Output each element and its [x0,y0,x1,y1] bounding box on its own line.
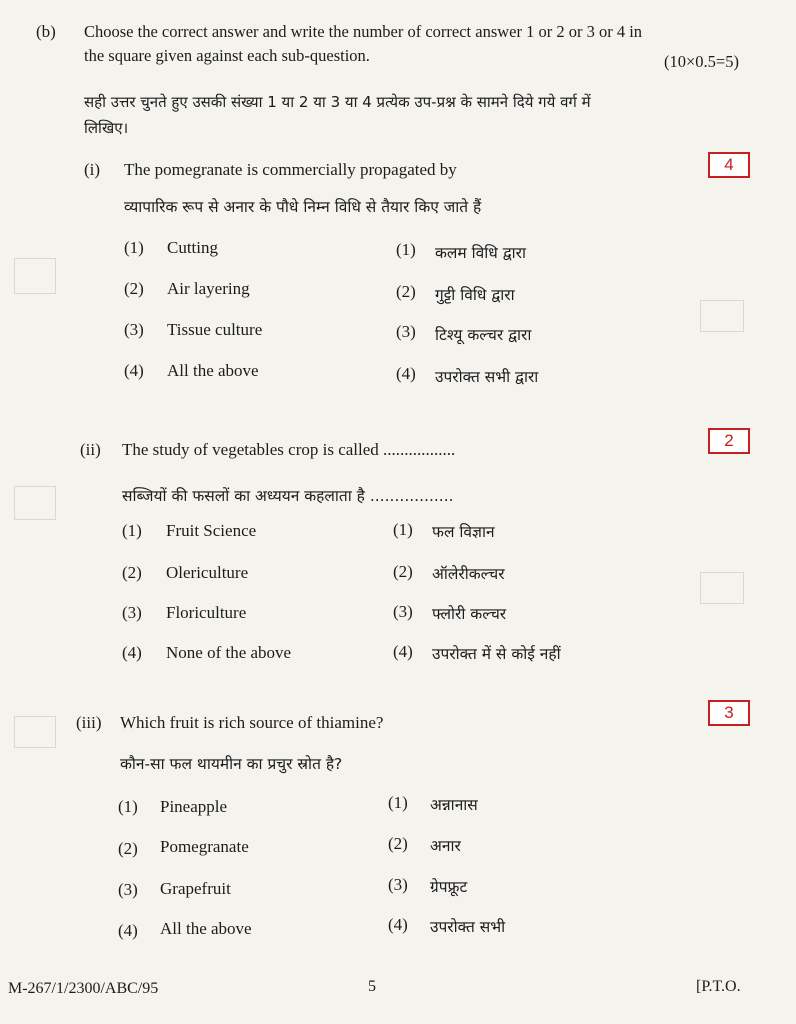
option-number: (2) [396,282,416,301]
paper-code: M-267/1/2300/ABC/95 [8,980,159,997]
option-number: (4) [118,921,138,940]
option-text-hi: टिश्यू कल्चर द्वारा [435,326,532,344]
option-text-en: Grapefruit [160,879,231,898]
option-number: (2) [124,279,144,298]
option-text-en: None of the above [166,643,292,662]
option-number: (1) [124,238,144,257]
option-number: (4) [388,915,408,934]
bleed-through-box [14,258,56,294]
marks-allocation: (10×0.5=5) [664,52,739,71]
option-text-hi: उपरोक्त में से कोई नहीं [432,645,561,663]
bleed-through-box [14,486,56,520]
option-number: (3) [393,602,413,621]
option-text-en: Tissue culture [167,320,263,339]
question-text-en: The pomegranate is commercially propagated by [124,160,457,179]
option-number: (4) [124,361,144,380]
option-number: (2) [393,562,413,581]
question-number: (iii) [76,713,102,732]
question-text-hi: कौन-सा फल थायमीन का प्रचुर स्रोत है? [120,755,343,773]
answer-box[interactable]: 3 [708,700,750,726]
option-number: (2) [122,563,142,582]
question-text-hi: व्यापारिक रूप से अनार के पौधे निम्न विधि से तैयार किए जाते हैं [124,198,482,216]
section-marker: (b) [36,22,56,41]
option-number: (4) [393,642,413,661]
option-number: (2) [388,834,408,853]
option-number: (1) [388,793,408,812]
option-text-en: Cutting [167,238,219,257]
answer-box[interactable]: 2 [708,428,750,454]
pto-label: [P.T.O. [696,978,741,995]
option-number: (3) [122,603,142,622]
option-number: (2) [118,839,138,858]
question-number: (i) [84,160,101,179]
option-text-hi: उपरोक्त सभी [430,918,506,936]
question-text-en: The study of vegetables crop is called ................. [122,440,456,459]
option-number: (4) [396,364,416,383]
option-text-en: Fruit Science [166,521,257,540]
option-number: (1) [393,520,413,539]
instruction-hi-line2: लिखिए। [84,119,129,137]
option-text-en: Floriculture [166,603,247,622]
option-number: (1) [396,240,416,259]
instruction-en-line1: Choose the correct answer and write the number of correct answer 1 or 2 or 3 or 4 in [84,22,643,41]
option-text-hi: उपरोक्त सभी द्वारा [435,368,539,386]
answer-box[interactable]: 4 [708,152,750,178]
option-text-hi: अन्नानास [430,796,478,814]
option-text-hi: फल विज्ञान [432,523,495,541]
page-number: 5 [368,978,376,995]
option-number: (4) [122,643,142,662]
option-text-en: Olericulture [166,563,249,582]
option-text-hi: गुट्टी विधि द्वारा [435,286,515,304]
option-text-en: Pineapple [160,797,228,816]
option-text-en: Pomegranate [160,837,249,856]
bleed-through-box [14,716,56,748]
option-text-hi: ग्रेपफ्रूट [430,878,468,896]
instruction-en-line2: the square given against each sub-question. [84,46,370,65]
option-text-hi: कलम विधि द्वारा [435,244,526,262]
bleed-through-box [700,300,744,332]
option-text-hi: ऑलेरीकल्चर [432,565,505,583]
option-text-hi: फ्लोरी कल्चर [432,605,507,623]
option-text-en: Air layering [167,279,250,298]
option-number: (1) [122,521,142,540]
option-number: (3) [396,322,416,341]
option-text-en: All the above [167,361,259,380]
question-text-hi: सब्जियों की फसलों का अध्ययन कहलाता है ................. [122,487,454,505]
question-text-en: Which fruit is rich source of thiamine? [120,713,384,732]
question-number: (ii) [80,440,101,459]
option-number: (3) [388,875,408,894]
bleed-through-box [700,572,744,604]
option-text-en: All the above [160,919,252,938]
option-number: (1) [118,797,138,816]
option-text-hi: अनार [430,837,461,855]
option-number: (3) [118,880,138,899]
option-number: (3) [124,320,144,339]
instruction-hi-line1: सही उत्तर चुनते हुए उसकी संख्या 1 या 2 या 3 या 4 प्रत्येक उप-प्रश्न के सामने दिये गये वर्ग में [84,93,591,111]
